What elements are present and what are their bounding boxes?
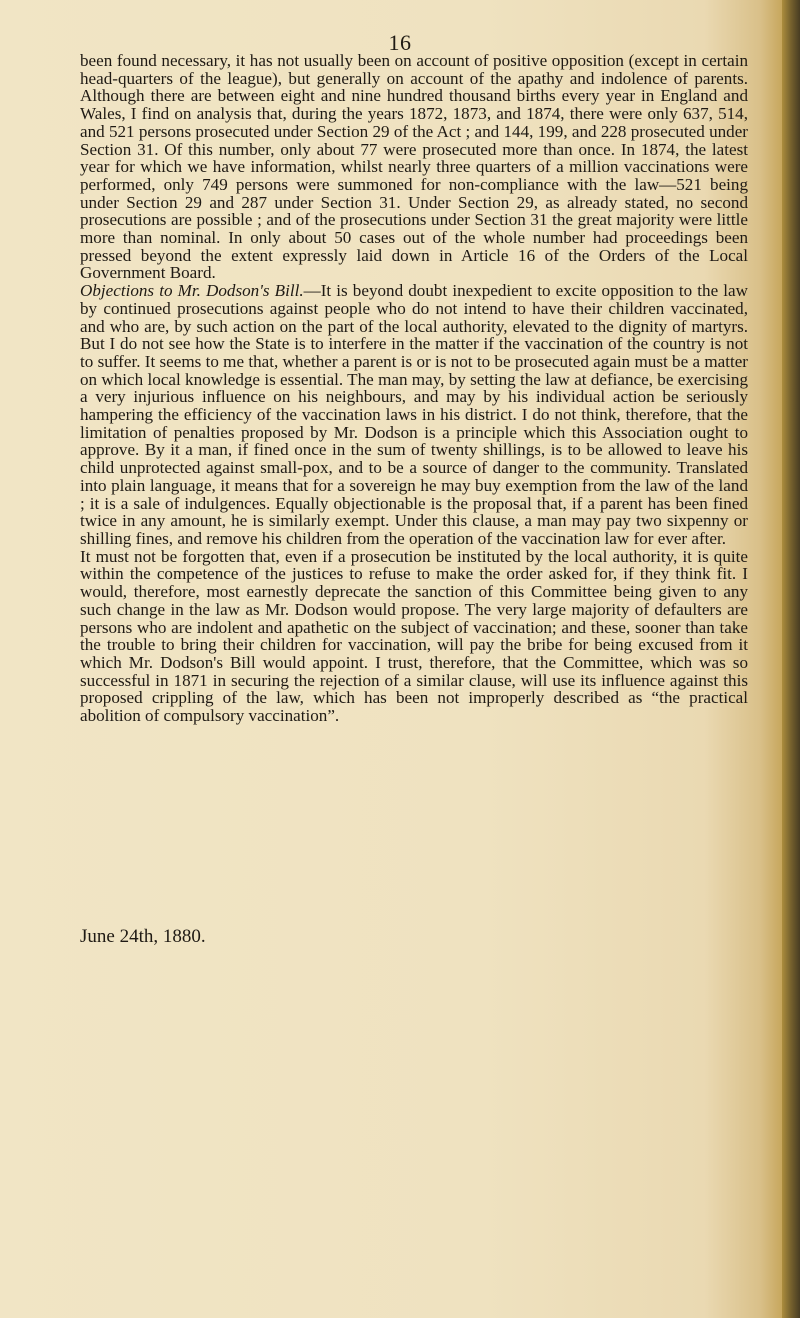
paragraph-prosecution-statistics: been found necessary, it has not usually been on account of positive opposition (except in certain head-quarters of the league), but generally on account of the apathy and indolence of parents. Although there are between eight and nine hundred thousand births every year in England and Wales, I find on analysis that, during the years 1872, 1873, and 1874, there were only 637, 514, and 521 persons prosecuted under Section 29 of the Act ; and 144, 199, and 228 prosecuted under Section 31. Of this number, only about 77 were prosecuted more than once. In 1874, the latest year for which we have information, whilst nearly three quarters of a million vaccinations were performed, only 749 persons were summoned for non-compliance with the law—521 being under Section 29 and 287 under Section 31. Under Section 29, as already stated, no second prosecutions are possible ; and of the prosecutions under Section 31 the great majority were little more than nominal. In only about 50 cases out of the whole number had proceedings been pressed beyond the extent expressly laid down in Article 16 of the Orders of the Local Government Board. bbox=[80, 51, 748, 283]
body-text bbox=[80, 52, 748, 725]
binding-gutter bbox=[782, 0, 800, 1318]
objections-text: —It is beyond doubt inexpedient to excite opposition to the law by continued prosecutions against people who do not intend to have their children vaccinated, and who are, by such action on the part of the local authority, elevated to the dignity of martyrs. But I do not see how the State is to interfere in the matter if the vaccination of the country is not to suffer. It seems to me that, whether a parent is or is not to be prosecuted again must be a matter on which local knowledge is essential. The man may, by setting the law at defiance, be exercising a very injurious influence on his neighbours, and may by his individual action be seriously hampering the efficiency of the vaccination laws in his district. I do not think, therefore, that the limitation of penalties proposed by Mr. Dodson is a principle which this Association ought to approve. By it a man, if fined once in the sum of twenty shillings, is to be allowed to leave his child unprotected against small-pox, and to be a source of danger to the community. Translated into plain language, it means that for a sovereign he may buy exemption from the law of the land ; it is a sale of indulgences. Equally objectionable is the proposal that, if a parent has been fined twice in any amount, he is similarly exempt. Under this clause, a man may pay two sixpenny or shilling fines, and remove his children from the operation of the vaccination law for ever after. bbox=[80, 281, 748, 548]
section-heading: Objections to Mr. Dodson's Bill. bbox=[80, 281, 304, 301]
date-line: June 24th, 1880. bbox=[80, 926, 206, 947]
page-number: 16 bbox=[388, 30, 412, 55]
paragraph-objections bbox=[80, 282, 748, 548]
paragraph-closing: It must not be forgotten that, even if a prosecution be instituted by the local authority, it is quite within the competence of the justices to refuse to make the order asked for, if they think fit. I would, therefore, most earnestly deprecate the sanction of this Committee being given to any such change in the law as Mr. Dodson would propose. The very large majority of defaulters are persons who are indolent and apathetic on the subject of vaccination; and these, sooner than take the trouble to bring their children for vaccination, will pay the bribe for being excused from it which Mr. Dodson's Bill would appoint. I trust, therefore, that the Committee, which was so successful in 1871 in securing the rejection of a similar clause, will use its influence against this proposed crippling of the law, which has been not improperly described as “the practical abolition of compulsory vaccination”. bbox=[80, 546, 748, 726]
